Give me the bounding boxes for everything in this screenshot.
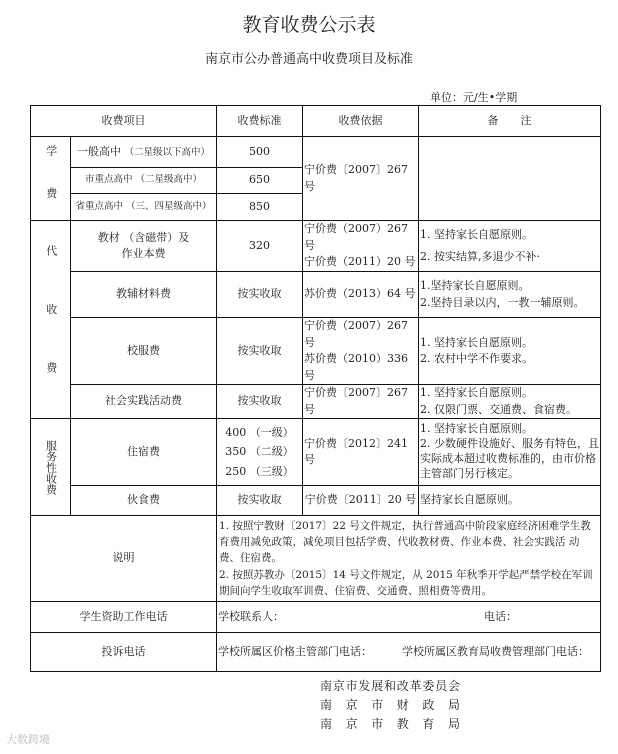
fee-table bbox=[30, 105, 601, 672]
aid-phone: 电话： bbox=[484, 609, 517, 623]
signature-finance: 南京市财政局 bbox=[320, 698, 460, 712]
item-name: 市重点高中 bbox=[84, 174, 133, 186]
header-item: 收费项目 bbox=[31, 106, 217, 137]
item-qual: （二星级高中） bbox=[135, 174, 203, 186]
table-row bbox=[31, 419, 601, 486]
basis: 宁价费〔2007〕267 号 bbox=[303, 137, 419, 221]
signature-education: 南京市教育局 bbox=[320, 717, 460, 731]
remark-empty bbox=[419, 137, 601, 221]
agency-category: 代 收 费 bbox=[44, 244, 58, 395]
complaint-label: 投诉电话 bbox=[31, 633, 217, 672]
basis: 宁价费（2007）267 号 bbox=[304, 319, 408, 349]
item-name: 伙食费 bbox=[71, 486, 217, 516]
explanation-row bbox=[31, 516, 601, 602]
complaint-row bbox=[31, 633, 601, 672]
service-category: 服务性收费 bbox=[44, 439, 58, 495]
remark: 1. 坚持家长自愿原则。 bbox=[420, 386, 533, 399]
complaint-edu-dept: 学校所属区教育局收费管理部门电话： bbox=[402, 644, 589, 658]
remark: 2. 少数硬件设施好、服务有特色，且实际成本超过收费标准的，由市价格主管部门另行核定。 bbox=[420, 437, 599, 480]
standard: 按实收取 bbox=[217, 272, 303, 318]
remark: 1. 坚持家长自愿原则。 bbox=[420, 335, 533, 349]
standard: 按实收取 bbox=[217, 385, 303, 419]
item-name: 社会实践活动费 bbox=[71, 385, 217, 419]
basis: 宁价费〔2012〕241 号 bbox=[303, 419, 419, 486]
item-qual: （三、四星级高中） bbox=[126, 200, 212, 212]
basis: 宁价费（2011）20 号 bbox=[304, 255, 416, 269]
remark: 1. 坚持家长自愿原则。 bbox=[420, 227, 533, 241]
table-row bbox=[31, 137, 601, 168]
aid-contact: 学校联系人： bbox=[218, 609, 284, 623]
item-name: 教材 （含磁带）及 作业本费 bbox=[71, 221, 217, 272]
remark: 2. 农村中学不作要求。 bbox=[420, 352, 533, 365]
remark: 2. 按实结算,多退少不补· bbox=[420, 250, 540, 263]
header-standard: 收费标准 bbox=[217, 106, 303, 137]
item-name: 住宿费 bbox=[71, 419, 217, 486]
remark: 坚持家长自愿原则。 bbox=[419, 486, 601, 516]
standard: 850 bbox=[217, 194, 303, 221]
explanation-label: 说明 bbox=[31, 516, 217, 602]
standard: 650 bbox=[217, 168, 303, 194]
standard: 320 bbox=[217, 221, 303, 272]
item-name: 省重点高中 bbox=[75, 200, 123, 212]
standard: 350 （二级） bbox=[225, 445, 294, 459]
explanation-line: 2. 按照苏教办〔2015〕14 号文件规定，从 2015 年秋季开学起严禁学校在军训期间向学生收取军训费、住宿费、交通费、照相费等费用。 bbox=[219, 568, 593, 597]
item-name: 教辅材料费 bbox=[71, 272, 217, 318]
page-subtitle: 南京市公办普通高中收费项目及标准 bbox=[204, 52, 413, 67]
tuition-category: 学 费 bbox=[44, 144, 58, 213]
basis: 苏价费（2010）336 号 bbox=[304, 352, 408, 382]
basis: 苏价费（2013）64 号 bbox=[303, 272, 419, 318]
table-row bbox=[31, 486, 601, 516]
basis: 宁价费〔2011〕20 号 bbox=[303, 486, 419, 516]
header-row bbox=[31, 106, 601, 137]
header-remark: 备 注 bbox=[419, 106, 601, 137]
signature-drc: 南京市发展和改革委员会 bbox=[320, 679, 460, 693]
standard: 250 （三级） bbox=[225, 464, 294, 478]
standard: 按实收取 bbox=[217, 318, 303, 385]
explanation-line: 1. 按照宁教财〔2017〕22 号文件规定，执行普通高中阶段家庭经济困难学生教育费用减免政策，减免项目包括学费、代收教材费、作业本费、社会实践活 动费、住宿费。 bbox=[219, 519, 591, 565]
standard: 500 bbox=[217, 137, 303, 168]
basis: 宁价费（2007）267 号 bbox=[304, 222, 408, 252]
item-name: 一般高中 bbox=[76, 144, 121, 158]
watermark: 大数跨境 bbox=[6, 733, 50, 746]
aid-row bbox=[31, 602, 601, 633]
remark: 2.坚持目录以内，一教一辅原则。 bbox=[420, 295, 585, 309]
standard: 400 （一级） bbox=[225, 426, 294, 440]
remark: 1.坚持家长自愿原则。 bbox=[420, 279, 530, 292]
page-title: 教育收费公示表 bbox=[242, 14, 376, 36]
remark: 1. 坚持家长自愿原则。 bbox=[420, 422, 533, 436]
aid-label: 学生资助工作电话 bbox=[31, 602, 217, 633]
item-name: 校服费 bbox=[71, 318, 217, 385]
unit-label: 单位：元/生•学期 bbox=[430, 91, 518, 104]
table-row bbox=[31, 385, 601, 419]
basis: 宁价费〔2007〕267 号 bbox=[303, 385, 419, 419]
remark: 2. 仅限门票、交通费、食宿费。 bbox=[420, 402, 577, 416]
item-qual: （二星级以下高中） bbox=[124, 146, 210, 158]
table-row bbox=[31, 221, 601, 272]
table-row bbox=[31, 272, 601, 318]
complaint-price-dept: 学校所属区价格主管部门电话： bbox=[218, 644, 372, 658]
table-row bbox=[31, 318, 601, 385]
standard: 按实收取 bbox=[217, 486, 303, 516]
signatures bbox=[320, 677, 460, 734]
header-basis: 收费依据 bbox=[303, 106, 419, 137]
